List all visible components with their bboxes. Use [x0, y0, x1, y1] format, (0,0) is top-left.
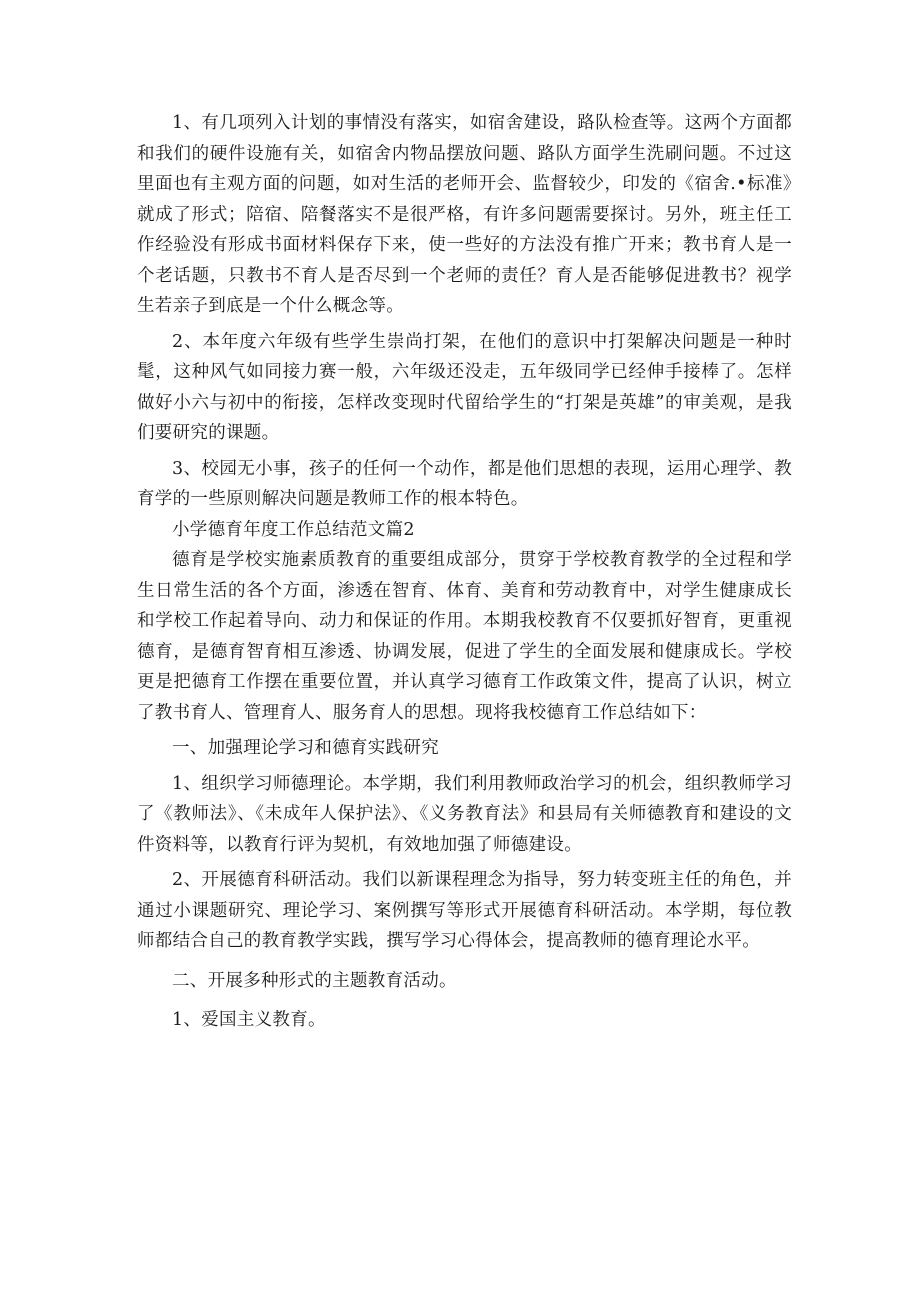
paragraph-2: 2、本年度六年级有些学生崇尚打架，在他们的意识中打架解决问题是一种时髦，这种风气如同接力赛一般，六年级还没走，五年级同学已经伸手接棒了。怎样做好小六与初中的衔接，怎样改变现时代留给学生的“打架是英雄”的审美观，是我们要研究的课题。 [137, 331, 792, 443]
paragraph-7: 1、爱国主义教育。 [172, 1010, 326, 1030]
paragraph-3: 3、校园无小事，孩子的任何一个动作，都是他们思想的表现，运用心理学、教育学的一些原则解决问题是教师工作的根本特色。 [137, 458, 792, 509]
document-body [137, 108, 792, 1036]
section-title: 小学德育年度工作总结范文篇2 [172, 519, 415, 540]
paragraph-5: 1、组织学习师德理论。本学期，我们利用教师政治学习的机会，组织教师学习了《教师法》、《未成年人保护法》、《义务教育法》和县局有关师德教育和建设的文件资料等，以教育行评为契机，有效地加强了师德建设。 [137, 773, 792, 855]
heading-1: 一、加强理论学习和德育实践研究 [172, 738, 439, 758]
paragraph-1: 1、有几项列入计划的事情没有落实，如宿舍建设，路队检查等。这两个方面都和我们的硬件设施有关，如宿舍内物品摆放问题、路队方面学生洗刷问题。不过这里面也有主观方面的问题，如对生活的老师开会、监督较少，印发的《宿舍.•标准》就成了形式；陪宿、陪餐落实不是很严格，有许多问题需要探讨。另外，班主任工作经验没有形成书面材料保存下来，使一些好的方法没有推广开来；教书育人是一个老话题，只教书不育人是否尽到一个老师的责任？育人是否能够促进教书？视学生若亲子到底是一个什么概念等。 [137, 113, 792, 316]
paragraph-4: 德育是学校实施素质教育的重要组成部分，贯穿于学校教育教学的全过程和学生日常生活的各个方面，渗透在智育、体育、美育和劳动教育中，对学生健康成长和学校工作起着导向、动力和保证的作用。本期我校教育不仅要抓好智育，更重视德育，是德育智育相互渗透、协调发展，促进了学生的全面发展和健康成长。学校更是把德育工作摆在重要位置，并认真学习德育工作政策文件，提高了认识，树立了教书育人、管理育人、服务育人的思想。现将我校德育工作总结如下： [137, 550, 792, 723]
heading-2: 二、开展多种形式的主题教育活动。 [172, 970, 457, 991]
paragraph-6: 2、开展德育科研活动。我们以新课程理念为指导，努力转变班主任的角色，并通过小课题研究、理论学习、案例撰写等形式开展德育科研活动。本学期，每位教师都结合自己的教育教学实践，撰写学习心得体会，提高教师的德育理论水平。 [137, 870, 792, 951]
